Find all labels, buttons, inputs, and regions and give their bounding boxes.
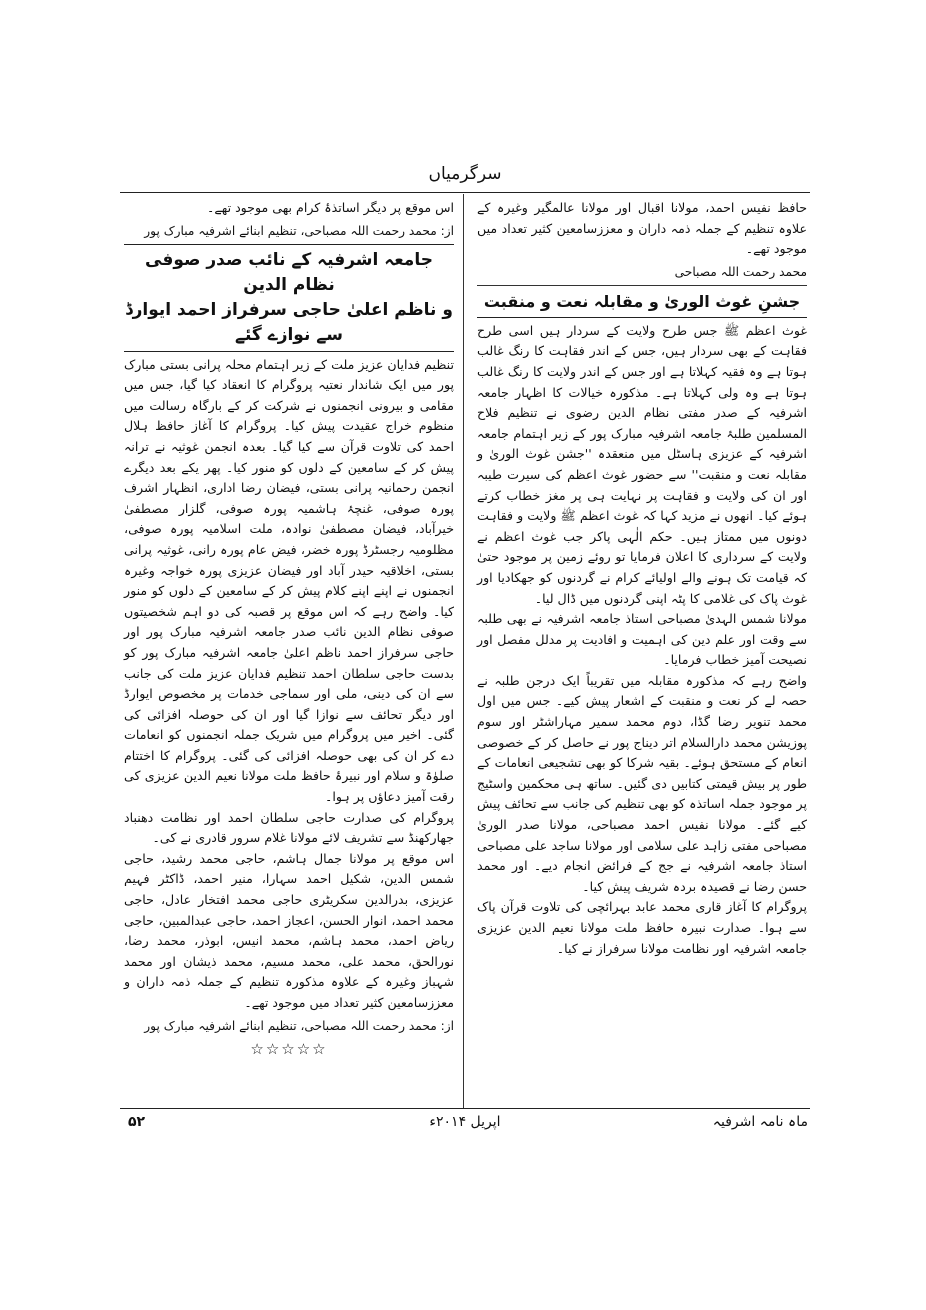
header-rule: [120, 192, 810, 193]
column-divider: [463, 194, 464, 1109]
right-article-title: جشنِ غوث الوریٰ و مقابلہ نعت و منقبت: [483, 291, 801, 311]
left-intro-signature: از: محمد رحمت اللہ مصباحی، تنظیم ابنائے اشرفیہ مبارک پور: [144, 223, 454, 238]
right-column: [477, 198, 807, 959]
section-title: سرگرمیاں: [428, 164, 502, 184]
footer-magazine-name: ماہ نامہ اشرفیہ: [712, 1114, 808, 1130]
right-intro-rule: [477, 285, 807, 286]
left-closing-signature: از: محمد رحمت اللہ مصباحی، تنظیم ابنائے اشرفیہ مبارک پور: [144, 1018, 454, 1033]
left-intro-rule: [124, 244, 454, 245]
footer-page-number: ۵۲: [128, 1114, 146, 1130]
right-paragraph-2: مولانا شمس الہدیٰ مصباحی استاذ جامعہ اشرفیہ نے بھی طلبہ سے وقت اور علم دین کی اہمیت و افادیت پر مدلل مفصل اور نصیحت آمیز خطاب فرمایا۔: [477, 611, 807, 668]
right-title-rule: [477, 317, 807, 318]
left-title-rule: [124, 351, 454, 352]
footer-issue-date: اپریل ۲۰۱۴ء: [429, 1114, 501, 1130]
left-article-title-line1: جامعہ اشرفیہ کے نائب صدر صوفی نظام الدین: [145, 249, 433, 295]
section-end-stars: ☆☆☆☆☆: [250, 1039, 328, 1058]
right-intro-signature: محمد رحمت اللہ مصباحی: [674, 264, 807, 279]
left-paragraph-2: پروگرام کی صدارت حاجی سلطان احمد اور نظامت دھنباد جھارکھنڈ سے تشریف لائے مولانا غلام سرور قادری نے کی۔: [124, 809, 454, 846]
left-paragraph-1: تنظیم فدایان عزیز ملت کے زیر اہتمام محلہ پرانی بستی مبارک پور میں ایک شاندار نعتیہ پروگرام کا انعقاد کیا گیا، جس میں مقامی و بیرونی انجمنوں نے شرکت کر کے بارگاہ رسالت میں منظوم خراج عقیدت پیش کیا۔ پروگرام کا آغاز حافظ ہلال احمد کی تلاوت قرآن سے کیا گیا۔ بعدہ انجمن غوثیہ نے ترانہ پیش کر کے سامعین کے دلوں کو منور کیا۔ پھر یکے بعد دیگرے انجمن رحمانیہ پرانی بستی، فیضان رضا اداری، انظہار اشرف پورہ صوفی، غنچۂ ہاشمیہ پورہ صوفی، گلزار مصطفیٰ خیرآباد، فیضان مصطفیٰ نوادہ، ملت اسلامیہ پورہ صوفی، مظلومیہ رجسٹرڈ پورہ خضر، فیض عام پورہ رانی، غوثیہ پرانی بستی، اخلاقیہ حیدر آباد اور فیضان عزیزی پورہ خواجہ وغیرہ انجمنوں نے اپنے اپنے کلام پیش کر کے سامعین کے دلوں کو منور کیا۔ واضح رہے کہ اس موقع پر قصبہ کی دو اہم شخصیتوں صوفی نظام الدین نائب صدر جامعہ اشرفیہ مبارک پور اور حاجی سرفراز احمد ناظم اعلیٰ جامعہ اشرفیہ مبارک پور کو بدست حاجی سلطان احمد تنظیم فدایان عزیز ملت کی جانب سے ان کی دینی، ملی اور سماجی خدمات پر مخصوص ایوارڈ اور دیگر تحائف سے نوازا گیا اور ان کی حوصلہ افزائی کی گئی۔ اخیر میں پروگرام میں شریک جملہ انجمنوں کو انعامات دے کر ان کی بھی حوصلہ افزائی کی گئی۔ پروگرام کا اختتام صلوٰۃ و سلام اور نبیرۂ حافظ ملت مولانا نعیم الدین عزیزی کی رقت آمیز دعاؤں پر ہوا۔: [124, 356, 454, 805]
footer-rule: [120, 1108, 810, 1109]
left-intro-text: اس موقع پر دیگر اساتذۂ کرام بھی موجود تھے۔: [207, 200, 454, 215]
right-paragraph-3: واضح رہے کہ مذکورہ مقابلہ میں تقریباً ایک درجن طلبہ نے حصہ لے کر نعت و منقبت کے اشعار پیش کیے۔ جس میں اول محمد تنویر رضا گڈا، دوم محمد سمیر مہاراشٹر اور سوم پوزیشن محمد دارالسلام اتر دیناج پور نے حاصل کر کے خصوصی انعام کے مستحق ہوئے۔ بقیہ شرکا کو بھی تشجیعی انعامات کے طور پر بیش قیمتی کتابیں دی گئیں۔ ساتھ ہی محکمین واسٹیج پر موجود جملہ اساتذہ کو بھی تنظیم کی جانب سے تحائف پیش کیے گئے۔ مولانا نفیس احمد مصباحی، مولانا صدر الوریٰ مصباحی مفتی زاہد علی سلامی اور مولانا ساجد علی مصباحی استاذ جامعہ اشرفیہ نے جج کے فرائض انجام دیے۔ اور محمد حسن رضا نے قصیدہ بردہ شریف پیش کیا۔: [477, 672, 807, 894]
left-column: [124, 198, 454, 1058]
left-article-title-line2: و ناظم اعلیٰ حاجی سرفراز احمد ایوارڈ سے نوازے گئے: [125, 299, 453, 345]
right-paragraph-4: پروگرام کا آغاز قاری محمد عابد بہرائچی کی تلاوت قرآن پاک سے ہوا۔ صدارت نبیرہ حافظ ملت مولانا نعیم الدین عزیزی جامعہ اشرفیہ اور نظامت مولانا سرفراز نے کیا۔: [477, 899, 807, 956]
right-intro-text: حافظ نفیس احمد، مولانا اقبال اور مولانا عالمگیر وغیرہ کے علاوہ تنظیم کے جملہ ذمہ داران و معززسامعین کثیر تعداد میں موجود تھے۔: [477, 200, 807, 257]
left-paragraph-3: اس موقع پر مولانا جمال ہاشم، حاجی محمد رشید، حاجی شمس الدین، شکیل احمد سہارا، منیر احمد، ڈاکٹر فہیم عزیزی، بدرالدین سکریٹری حاجی محمد افتخار عادل، حاجی محمد احمد، انوار الحسن، اعجاز احمد، حاجی عبدالمبین، حاجی ریاض احمد، محمد ہاشم، محمد انیس، ابوذر، محمد رضا، نورالحق، محمد علی، محمد مسیم، محمد ذیشان اور محمد شہباز وغیرہ کے علاوہ مذکورہ تنظیم کے جملہ ذمہ داران و معززسامعین کثیر تعداد میں موجود تھے۔: [124, 850, 454, 1010]
right-paragraph-1: غوث اعظم ﷺ جس طرح ولایت کے سردار ہیں اسی طرح فقاہت کے بھی سردار ہیں، جس کے اندر فقاہت کا رنگ غالب ہوتا ہے وہ فقیہ کہلاتا ہے اور جس کے اندر ولایت کا رنگ غالب ہوتا ہے وہ ولی کہلاتا ہے۔ مذکورہ خیالات کا اظہار جامعہ اشرفیہ کے صدر مفتی نظام الدین رضوی نے تنظیم فلاح المسلمین طلبۂ جامعہ اشرفیہ مبارک پور کے زیر اہتمام جامعہ اشرفیہ کے عزیزی ہاسٹل میں منعقدہ ''جشن غوث الوریٰ و مقابلہ نعت و منقبت'' سے حضور غوث اعظم کی سیرت طیبہ اور ان کی ولایت و فقاہت پر نہایت ہی پر مغز خطاب کرتے ہوئے کیا۔ انھوں نے مزید کہا کہ غوث اعظم ﷺ ولایت و فقاہت دونوں میں ممتاز ہیں۔ حکم الٰہی پاکر جب غوث اعظم نے ولایت کے سرداری کا اعلان فرمایا تو روئے زمین پر موجود حتیٰ کہ قیامت تک ہونے والے اولیائے کرام نے گردنوں کو جھکادیا اور غوث پاک کی غلامی کا پٹہ اپنی گردنوں میں ڈال لیا۔: [477, 322, 807, 606]
